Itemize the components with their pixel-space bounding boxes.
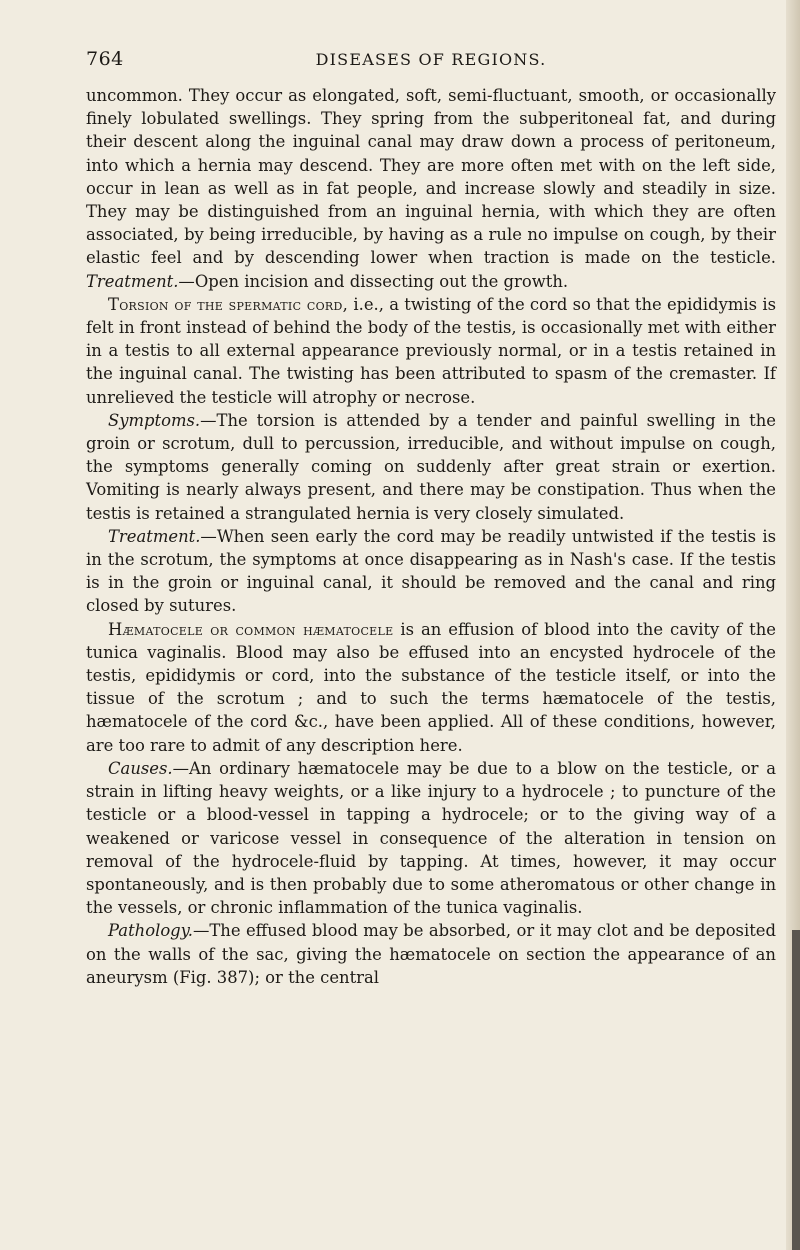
section-label: Treatment. (108, 526, 201, 546)
running-head: DISEASES OF REGIONS. (315, 50, 547, 69)
page-edge-dark (792, 930, 800, 1250)
section-label: Treatment. (86, 271, 179, 291)
paragraph-causes (86, 757, 776, 919)
paragraph-pathology (86, 919, 776, 989)
paragraph-text: —When seen early the cord may be readily untwisted if the testis is in the scrotum, the symptoms at once disappearing as in Nash's case. If the testis is in the groin or inguinal canal, it should be removed and the canal and ring closed by sutures. (86, 526, 776, 616)
paragraph-text: —The effused blood may be absorbed, or it may clot and be deposited on the walls of the sac, giving the hæmatocele on section the appearance of an aneurysm (Fig. 387); or the central (86, 921, 776, 987)
paragraph-text: —The torsion is attended by a tender and painful swelling in the groin or scrotum, dull to percussion, irreducible, and without impulse on cough, the symptoms generally coming on suddenly after great strain or exertion. Vomiting is nearly always present, and there may be constipation. Thus when the testis is retained a strangulated hernia is very closely simulated. (86, 410, 776, 523)
section-heading: Hæmatocele or common hæmatocele (108, 619, 394, 639)
paragraph-text: uncommon. They occur as elongated, soft, semi-fluctuant, smooth, or occasionally finely lobulated swellings. They spring from the subperitoneal fat, and during their descent along the inguinal canal may draw down a process of peritoneum, into which a hernia may descend. They are more often met with on the left side, occur in lean as well as in fat people, and increase slowly and steadily in size. They may be distinguished from an inguinal hernia, with which they are often associated, by being irreducible, by having as a rule no impulse on cough, by their elastic feel and by descending lower when traction is made on the testicle. (86, 86, 776, 268)
paragraph-text: —An ordinary hæmatocele may be due to a blow on the testicle, or a strain in lifting heavy weights, or a like injury to a hydrocele ; to puncture of the testicle or a blood-vessel in tapping a hydrocele; or to the giving way of a weakened or varicose vessel in consequence of the alteration in tension on removal of the hydrocele-fluid by tapping. At times, however, it may occur spontaneously, and is then probably due to some atheromatous or other change in the vessels, or chronic inflammation of the tunica vaginalis. (86, 758, 776, 918)
paragraph-lipoma-continuation (86, 84, 776, 293)
section-label: Pathology. (108, 921, 193, 941)
paragraph-treatment (86, 525, 776, 618)
section-heading: Torsion of the spermatic cord, (108, 294, 349, 314)
paragraph-text: i.e., a twisting of the cord so that the epididymis is felt in front instead of behind the body of the testis, is occasionally met with either in a testis to all external appearance previously normal, or in a testis retained in the inguinal canal. The twisting has been attributed to spasm of the cremaster. If unrelieved the testicle will atrophy or necrose. (86, 294, 776, 407)
page-header (86, 50, 776, 76)
paragraph-haematocele (86, 618, 776, 757)
body-text (86, 84, 776, 989)
paragraph-text: is an effusion of blood into the cavity of the tunica vaginalis. Blood may also be effused into an encysted hydrocele of the testis, epididymis or cord, into the substance of the testicle itself, or into the tissue of the scrotum ; and to such the terms hæmatocele of the testis, hæmatocele of the cord &c., have been applied. All of these conditions, however, are too rare to admit of any description here. (86, 619, 776, 755)
paragraph-symptoms (86, 409, 776, 525)
page-number: 764 (86, 48, 124, 70)
section-label: Causes. (108, 758, 173, 778)
paragraph-text: —Open incision and dissecting out the growth. (178, 271, 569, 291)
book-page (86, 50, 776, 989)
section-label: Symptoms. (108, 410, 201, 430)
paragraph-torsion (86, 293, 776, 409)
